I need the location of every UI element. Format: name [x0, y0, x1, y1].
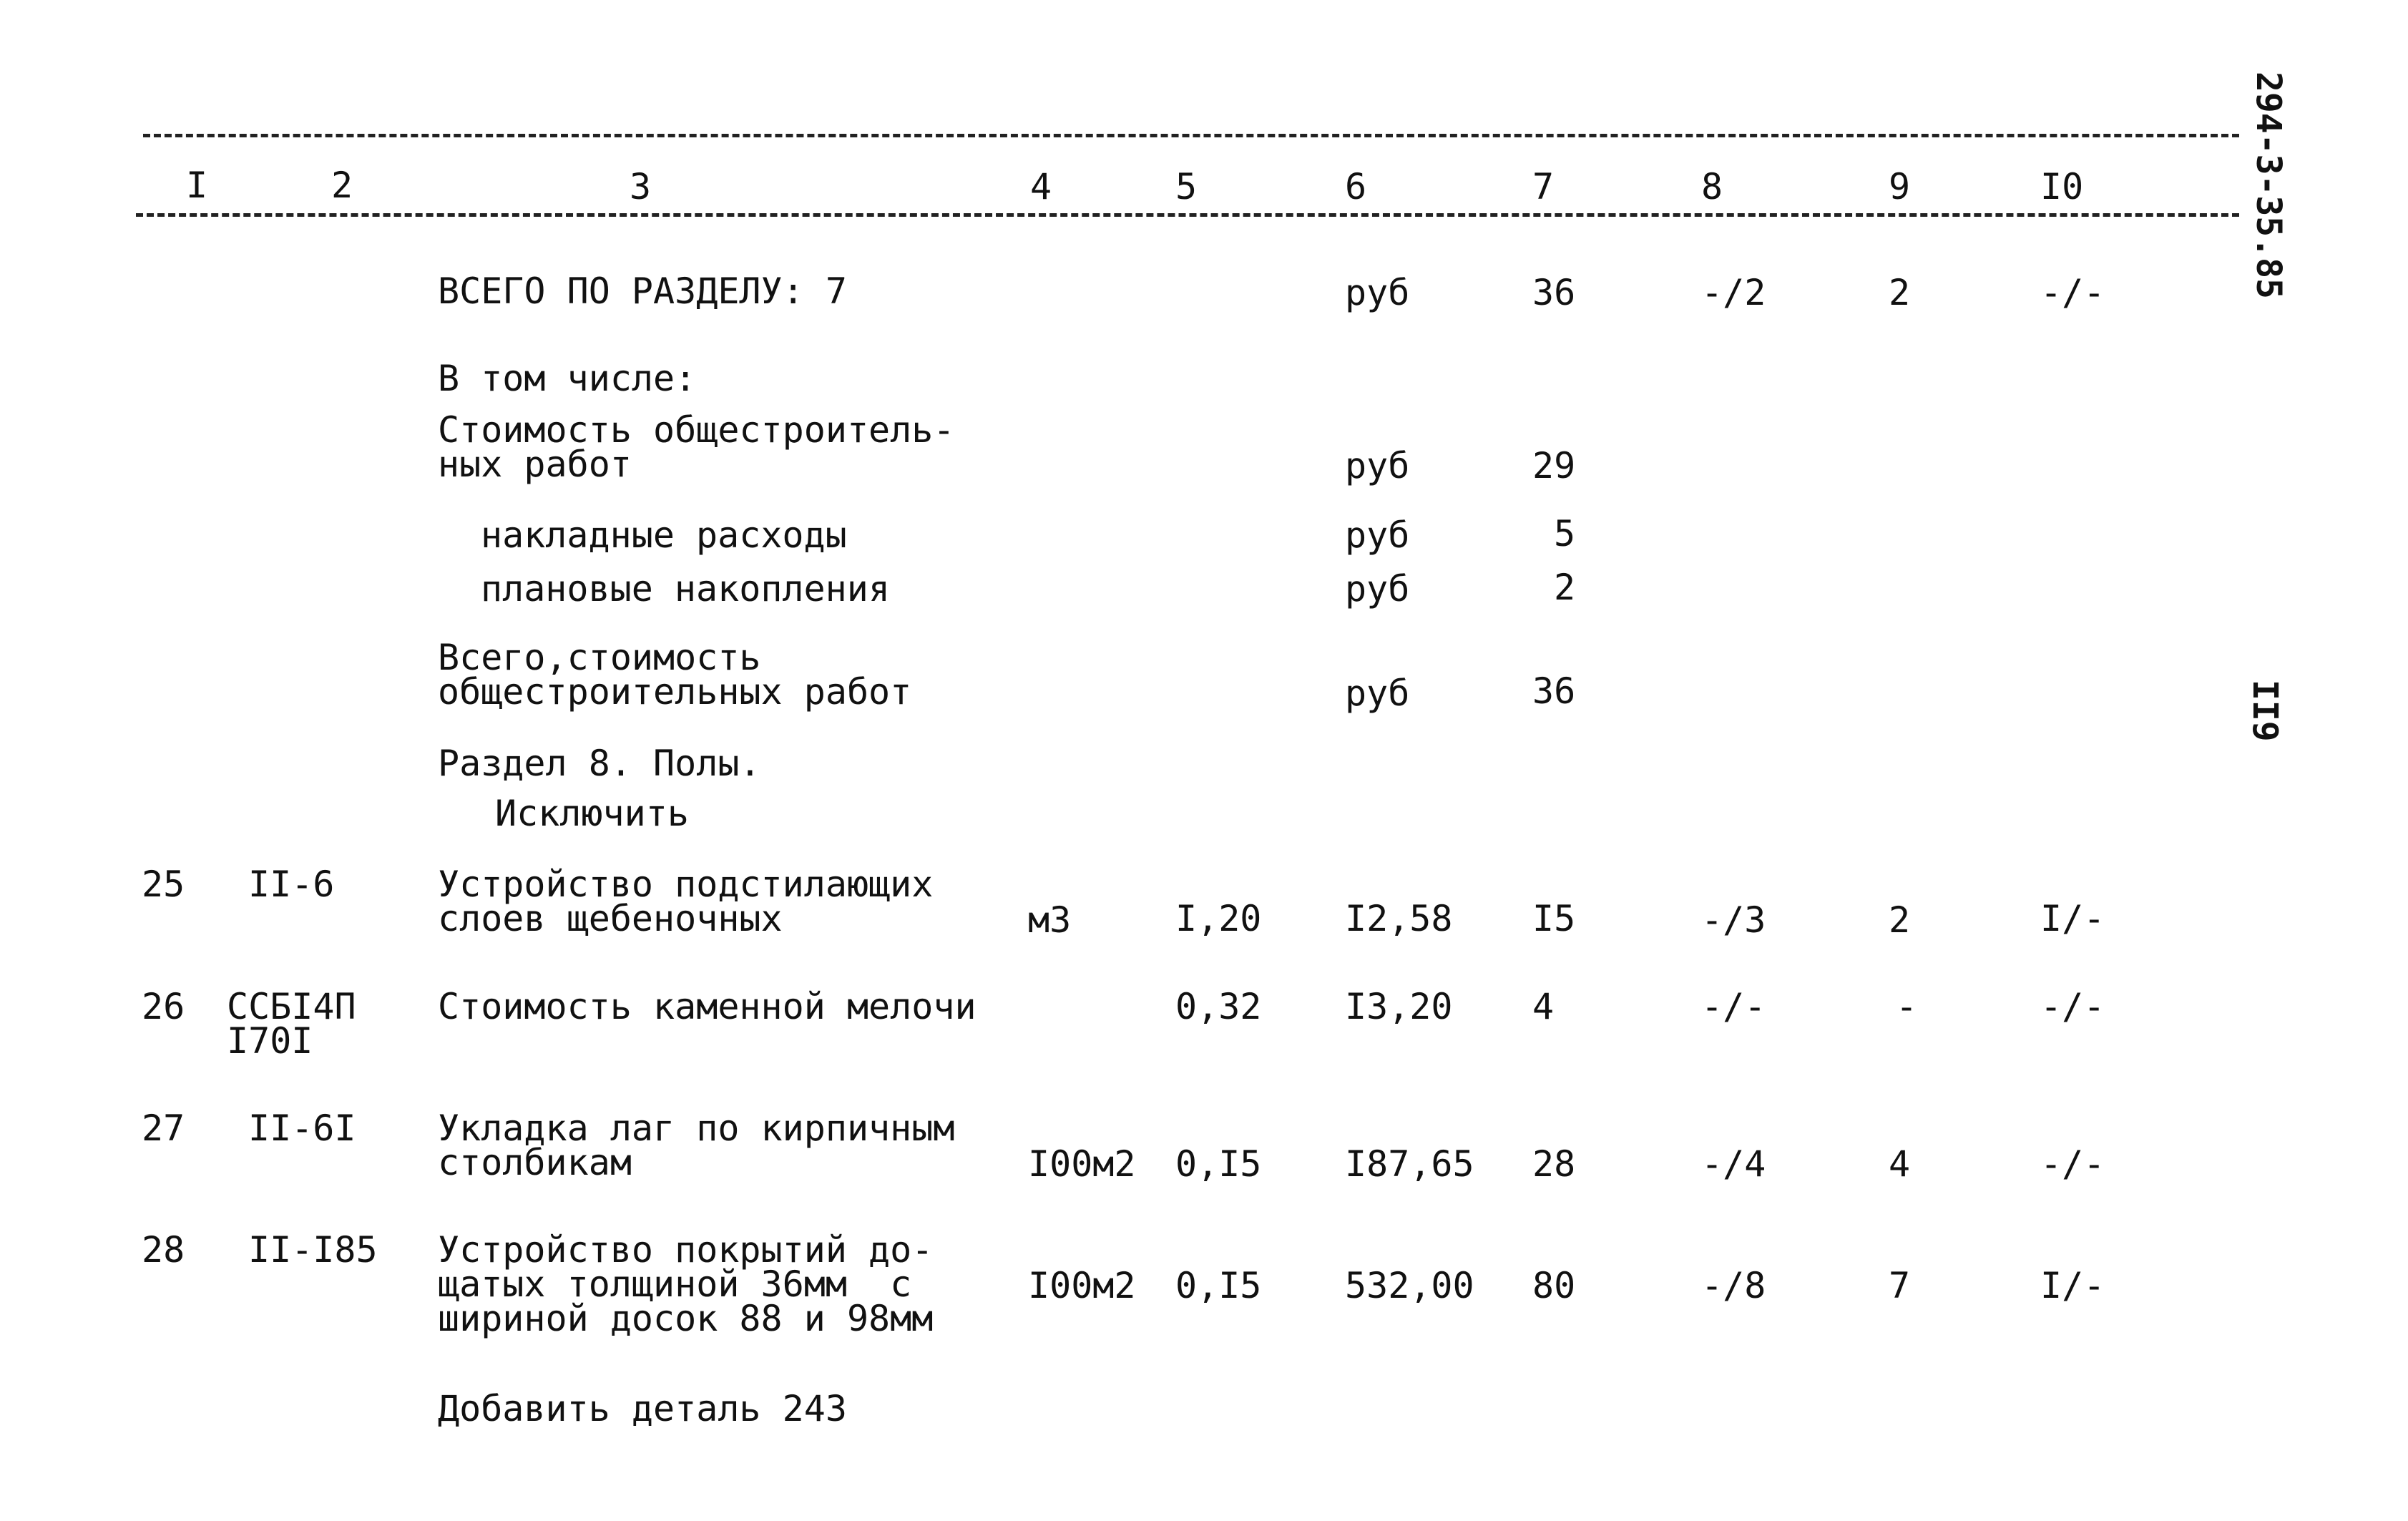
document-code: 294-3-35.85: [2248, 72, 2289, 299]
column-header-3: 3: [630, 166, 652, 207]
row-27-quantity: 0,I5: [1175, 1143, 1262, 1185]
row-27-code: II-6I: [248, 1107, 356, 1149]
column-header-9: 9: [1889, 166, 1911, 207]
row-28-unit-price: 532,00: [1345, 1265, 1474, 1306]
row-26-unit-price: I3,20: [1345, 986, 1453, 1027]
section-total-unit: руб: [1345, 272, 1410, 313]
section-total-label: ВСЕГО ПО РАЗДЕЛУ: 7: [438, 270, 847, 312]
row-27-col8: -/4: [1701, 1143, 1766, 1185]
column-header-8: 8: [1701, 166, 1723, 207]
row-25-col10: I/-: [2040, 898, 2105, 939]
row-26-col10: -/-: [2040, 986, 2105, 1027]
row-25-number: 25: [142, 864, 185, 905]
row-25-unit: м3: [1028, 899, 1072, 941]
total-general-construction-unit: руб: [1345, 673, 1410, 714]
row-28-col10: I/-: [2040, 1265, 2105, 1306]
row-27-total: 28: [1532, 1143, 1576, 1185]
column-header-5: 5: [1175, 166, 1198, 207]
row-26-total: 4: [1532, 986, 1555, 1027]
row-28-total: 80: [1532, 1265, 1576, 1306]
row-27-col10: -/-: [2040, 1143, 2105, 1185]
page-number: II9: [2245, 680, 2285, 742]
row-25-total: I5: [1532, 898, 1576, 939]
row-25-name: Устройство подстилающих слоев щебеночных: [438, 864, 934, 939]
section-total-amount: 36: [1532, 272, 1576, 313]
column-header-4: 4: [1030, 166, 1052, 207]
row-27-name: Укладка лаг по кирпичным столбикам: [438, 1107, 955, 1183]
general-construction-cost-label: Стоимость общестроитель- ных работ: [438, 409, 955, 485]
column-header-10: I0: [2040, 166, 2084, 207]
row-26-code: ССБI4П I70I: [227, 986, 356, 1062]
row-25-unit-price: I2,58: [1345, 898, 1453, 939]
including-label: В том числе:: [438, 358, 697, 399]
overhead-amount: 5: [1554, 513, 1576, 554]
total-general-construction-label: Всего,стоимость общестроительных работ: [438, 637, 912, 713]
row-27-number: 27: [142, 1107, 185, 1149]
row-28-quantity: 0,I5: [1175, 1265, 1262, 1306]
row-28-number: 28: [142, 1229, 185, 1271]
row-27-unit: I00м2: [1028, 1143, 1136, 1185]
row-28-col9: 7: [1889, 1265, 1911, 1306]
section-total-col9: 2: [1889, 272, 1911, 313]
row-26-number: 26: [142, 986, 185, 1027]
row-25-code: II-6: [248, 864, 335, 905]
section-8-title: Раздел 8. Полы.: [438, 743, 761, 784]
planned-savings-amount: 2: [1554, 567, 1576, 608]
column-header-6: 6: [1345, 166, 1367, 207]
column-header-1: I: [186, 165, 208, 206]
row-26-col8: -/-: [1701, 986, 1766, 1027]
total-general-construction-amount: 36: [1532, 670, 1576, 712]
row-27-col9: 4: [1889, 1143, 1911, 1185]
row-25-quantity: I,20: [1175, 898, 1262, 939]
row-27-unit-price: I87,65: [1345, 1143, 1474, 1185]
planned-savings-unit: руб: [1345, 568, 1410, 610]
overhead-unit: руб: [1345, 514, 1410, 556]
row-26-quantity: 0,32: [1175, 986, 1262, 1027]
add-detail-note: Добавить деталь 243: [438, 1388, 847, 1429]
row-25-col9: 2: [1889, 899, 1911, 941]
row-26-name: Стоимость каменной мелочи: [438, 986, 977, 1027]
row-25-col8: -/3: [1701, 899, 1766, 941]
header-bottom-rule: [136, 213, 2239, 217]
column-header-2: 2: [331, 165, 353, 206]
general-construction-cost-unit: руб: [1345, 445, 1410, 486]
row-28-code: II-I85: [248, 1229, 378, 1271]
overhead-label: накладные расходы: [481, 514, 847, 556]
header-top-rule: [143, 134, 2239, 137]
row-26-col9: -: [1896, 986, 1918, 1027]
general-construction-cost-amount: 29: [1532, 445, 1576, 486]
planned-savings-label: плановые накопления: [481, 568, 890, 610]
column-header-7: 7: [1532, 166, 1555, 207]
row-28-unit: I00м2: [1028, 1265, 1136, 1306]
row-28-col8: -/8: [1701, 1265, 1766, 1306]
section-8-exclude: Исключить: [495, 793, 689, 834]
section-total-col10: -/-: [2040, 272, 2105, 313]
row-28-name: Устройство покрытий до- щатых толщиной 36мм с шириной досок 88 и 98мм: [438, 1229, 934, 1339]
section-total-col8: -/2: [1701, 272, 1766, 313]
